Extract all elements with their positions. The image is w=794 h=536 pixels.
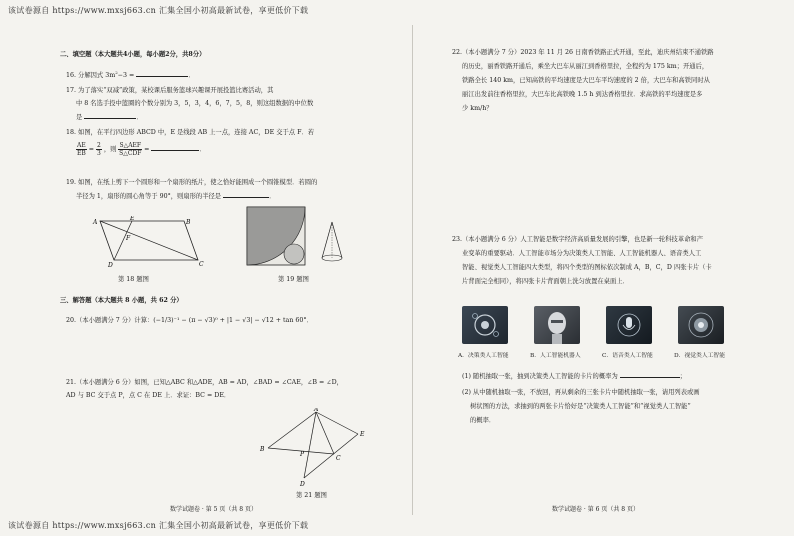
figure-21-caption: 第 21 题图 [296, 492, 327, 499]
eye-icon [678, 306, 724, 344]
right-page [452, 28, 752, 518]
figure-18-parallelogram [88, 216, 208, 268]
watermark-bottom: 该试卷源自 https://www.mxsj663.cn 汇集全国小初高最新试卷，享更低价下载 [8, 521, 309, 530]
question-21-line2: AD 与 BC 交于点 P，点 C 在 DE 上．求证：BC = DE． [66, 392, 231, 399]
label-D: D [300, 481, 305, 488]
question-20: 20.（本小题满分 7 分）计算：(−1/3)⁻¹ − (π − √3)⁰ + |1 − √3| − √12 + tan 60°． [66, 317, 313, 324]
figure-18-caption: 第 18 题图 [118, 276, 149, 283]
label-P: P [300, 451, 305, 458]
card-d-label: D．视觉类人工智能 [674, 353, 726, 359]
question-22-line2: 的历史，丽香铁路开通后，乘坐大巴车从丽江到香格里拉，全程约为 175 km；开通后， [462, 63, 709, 70]
question-23-line2: 业变革的重要驱动．人工智能市场分为决策类人工智能、人工智能机器人、语音类人工 [462, 250, 702, 257]
question-16: 16. 分解因式 $3m^2-3$ = ． [66, 70, 195, 80]
question-17-line1: 17. 为了落实“双减”政策，某校课后服务篮球兴趣课开展投篮比赛活动，其 [66, 87, 274, 94]
question-18-line2: $\frac{AE}{EB}$ = $\frac{2}{3}$ ，则 $\frac{\text{S△AEF}}{\text{S△CDF}}$ = ． [76, 142, 206, 157]
label-E: E [130, 216, 135, 222]
card-a-label: A．决策类人工智能 [458, 353, 509, 359]
card-d-vision-ai[interactable] [678, 306, 724, 344]
figure-19-caption: 第 19 题图 [278, 276, 309, 283]
label-E: E [360, 431, 365, 438]
card-c-voice-ai[interactable] [606, 306, 652, 344]
q19-answer-blank[interactable] [223, 191, 269, 198]
label-A: A [314, 408, 319, 413]
question-21-line1: 21.（本小题满分 6 分）如图，已知△ABC 和△ADE，AB = AD，∠BAD = ∠CAE，∠B = ∠D， [66, 379, 343, 386]
label-C: C [336, 455, 341, 462]
question-19-line1: 19. 如图，在纸上剪下一个圆形和一个扇形的纸片，使之恰好能围成一个圆锥模型．若圆的 [66, 179, 318, 186]
left-page [50, 28, 380, 518]
section-3-title: 三、解答题（本大题共 8 小题，共 62 分） [60, 297, 183, 304]
fraction-ae-eb: $\frac{AE}{EB}$ [76, 142, 86, 157]
question-17-line2: 中 8 名选手投中篮圈的个数分别为 3，5，3，4，6，7，5，8，则这组数据的中位数 [76, 100, 314, 107]
q18-answer-blank[interactable] [151, 144, 199, 151]
q16-answer-blank[interactable] [136, 70, 188, 77]
question-22-line1: 22.（本小题满分 7 分）2023 年 11 月 26 日南香铁路正式开通，至此，迪庆州结束不通铁路 [452, 49, 714, 56]
label-C: C [199, 261, 204, 268]
page-divider [412, 25, 413, 515]
question-22-line5: 少 km/h？ [462, 105, 493, 112]
fraction-area-ratio: $\frac{\text{S△AEF}}{\text{S△CDF}}$ [119, 142, 142, 157]
q17-answer-blank[interactable] [84, 112, 136, 119]
fraction-2-3: $\frac{2}{3}$ [97, 142, 101, 157]
label-A: A [93, 219, 98, 226]
figure-19-sector-and-cone [246, 206, 356, 272]
question-22-line4: 丽江出发前往香格里拉，大巴车比高铁晚 1.5 h 到达香格里拉．求高铁的平均速度是多 [462, 91, 703, 98]
question-23-part2-line2: 树状图的方法，求抽到的两张卡片恰好是“决策类人工智能”和“视觉类人工智能” [470, 403, 691, 410]
card-b-ai-robot[interactable] [534, 306, 580, 344]
robot-head-icon [534, 306, 580, 344]
watermark-top: 该试卷源自 https://www.mxsj663.cn 汇集全国小初高最新试卷，享更低价下载 [8, 6, 309, 15]
question-19-line2: 半径为 1，扇形的圆心角等于 90°，则扇形的半径是 ． [76, 193, 276, 200]
left-page-footer: 数学试题卷 · 第 5 页（共 8 页） [170, 506, 257, 513]
question-23-part2-line1: (2) 从中随机抽取一张，不放回，再从剩余的三张卡片中随机抽取一张，请用列表或画 [462, 389, 700, 396]
gear-brain-icon [462, 306, 508, 344]
label-B: B [186, 219, 191, 226]
label-B: B [260, 446, 265, 453]
question-23-line3: 智能、视觉类人工智能四大类型，将四个类型的图标依次制成 A，B，C，D 四张卡片（卡 [462, 264, 712, 271]
label-D: D [108, 262, 113, 268]
question-18-line1: 18. 如图，在平行四边形 ABCD 中，E 是线段 AB 上一点，连接 AC，DE 交于点 F．若 [66, 129, 315, 136]
section-2-title: 二、填空题（本大题共4小题，每小题2分，共8分） [60, 51, 206, 58]
question-22-line3: 铁路全长 140 km，已知高铁的平均速度是大巴车平均速度的 2 倍，大巴车和高铁同时从 [462, 77, 710, 84]
microphone-icon [606, 306, 652, 344]
card-a-decision-ai[interactable] [462, 306, 508, 344]
label-F: F [126, 235, 131, 242]
right-page-footer: 数学试题卷 · 第 6 页（共 8 页） [552, 506, 639, 513]
card-c-label: C．语音类人工智能 [602, 353, 653, 359]
question-23-line4: 片背面完全相同），将四张卡片背面朝上洗匀放置在桌面上． [462, 278, 629, 285]
figure-21-triangles [250, 408, 370, 488]
card-b-label: B．人工智能机器人 [530, 353, 581, 359]
question-23-line1: 23.（本小题满分 6 分）人工智能是数字经济高质量发展的引擎，也是新一轮科技革命和产 [452, 236, 704, 243]
question-23-part2-line3: 的概率． [470, 417, 496, 424]
question-17-line3: 是 ． [76, 114, 143, 121]
q23-answer-blank[interactable] [620, 371, 680, 378]
question-23-part1: (1) 随机抽取一张，抽到决策类人工智能的卡片的概率为 ； [462, 373, 687, 380]
